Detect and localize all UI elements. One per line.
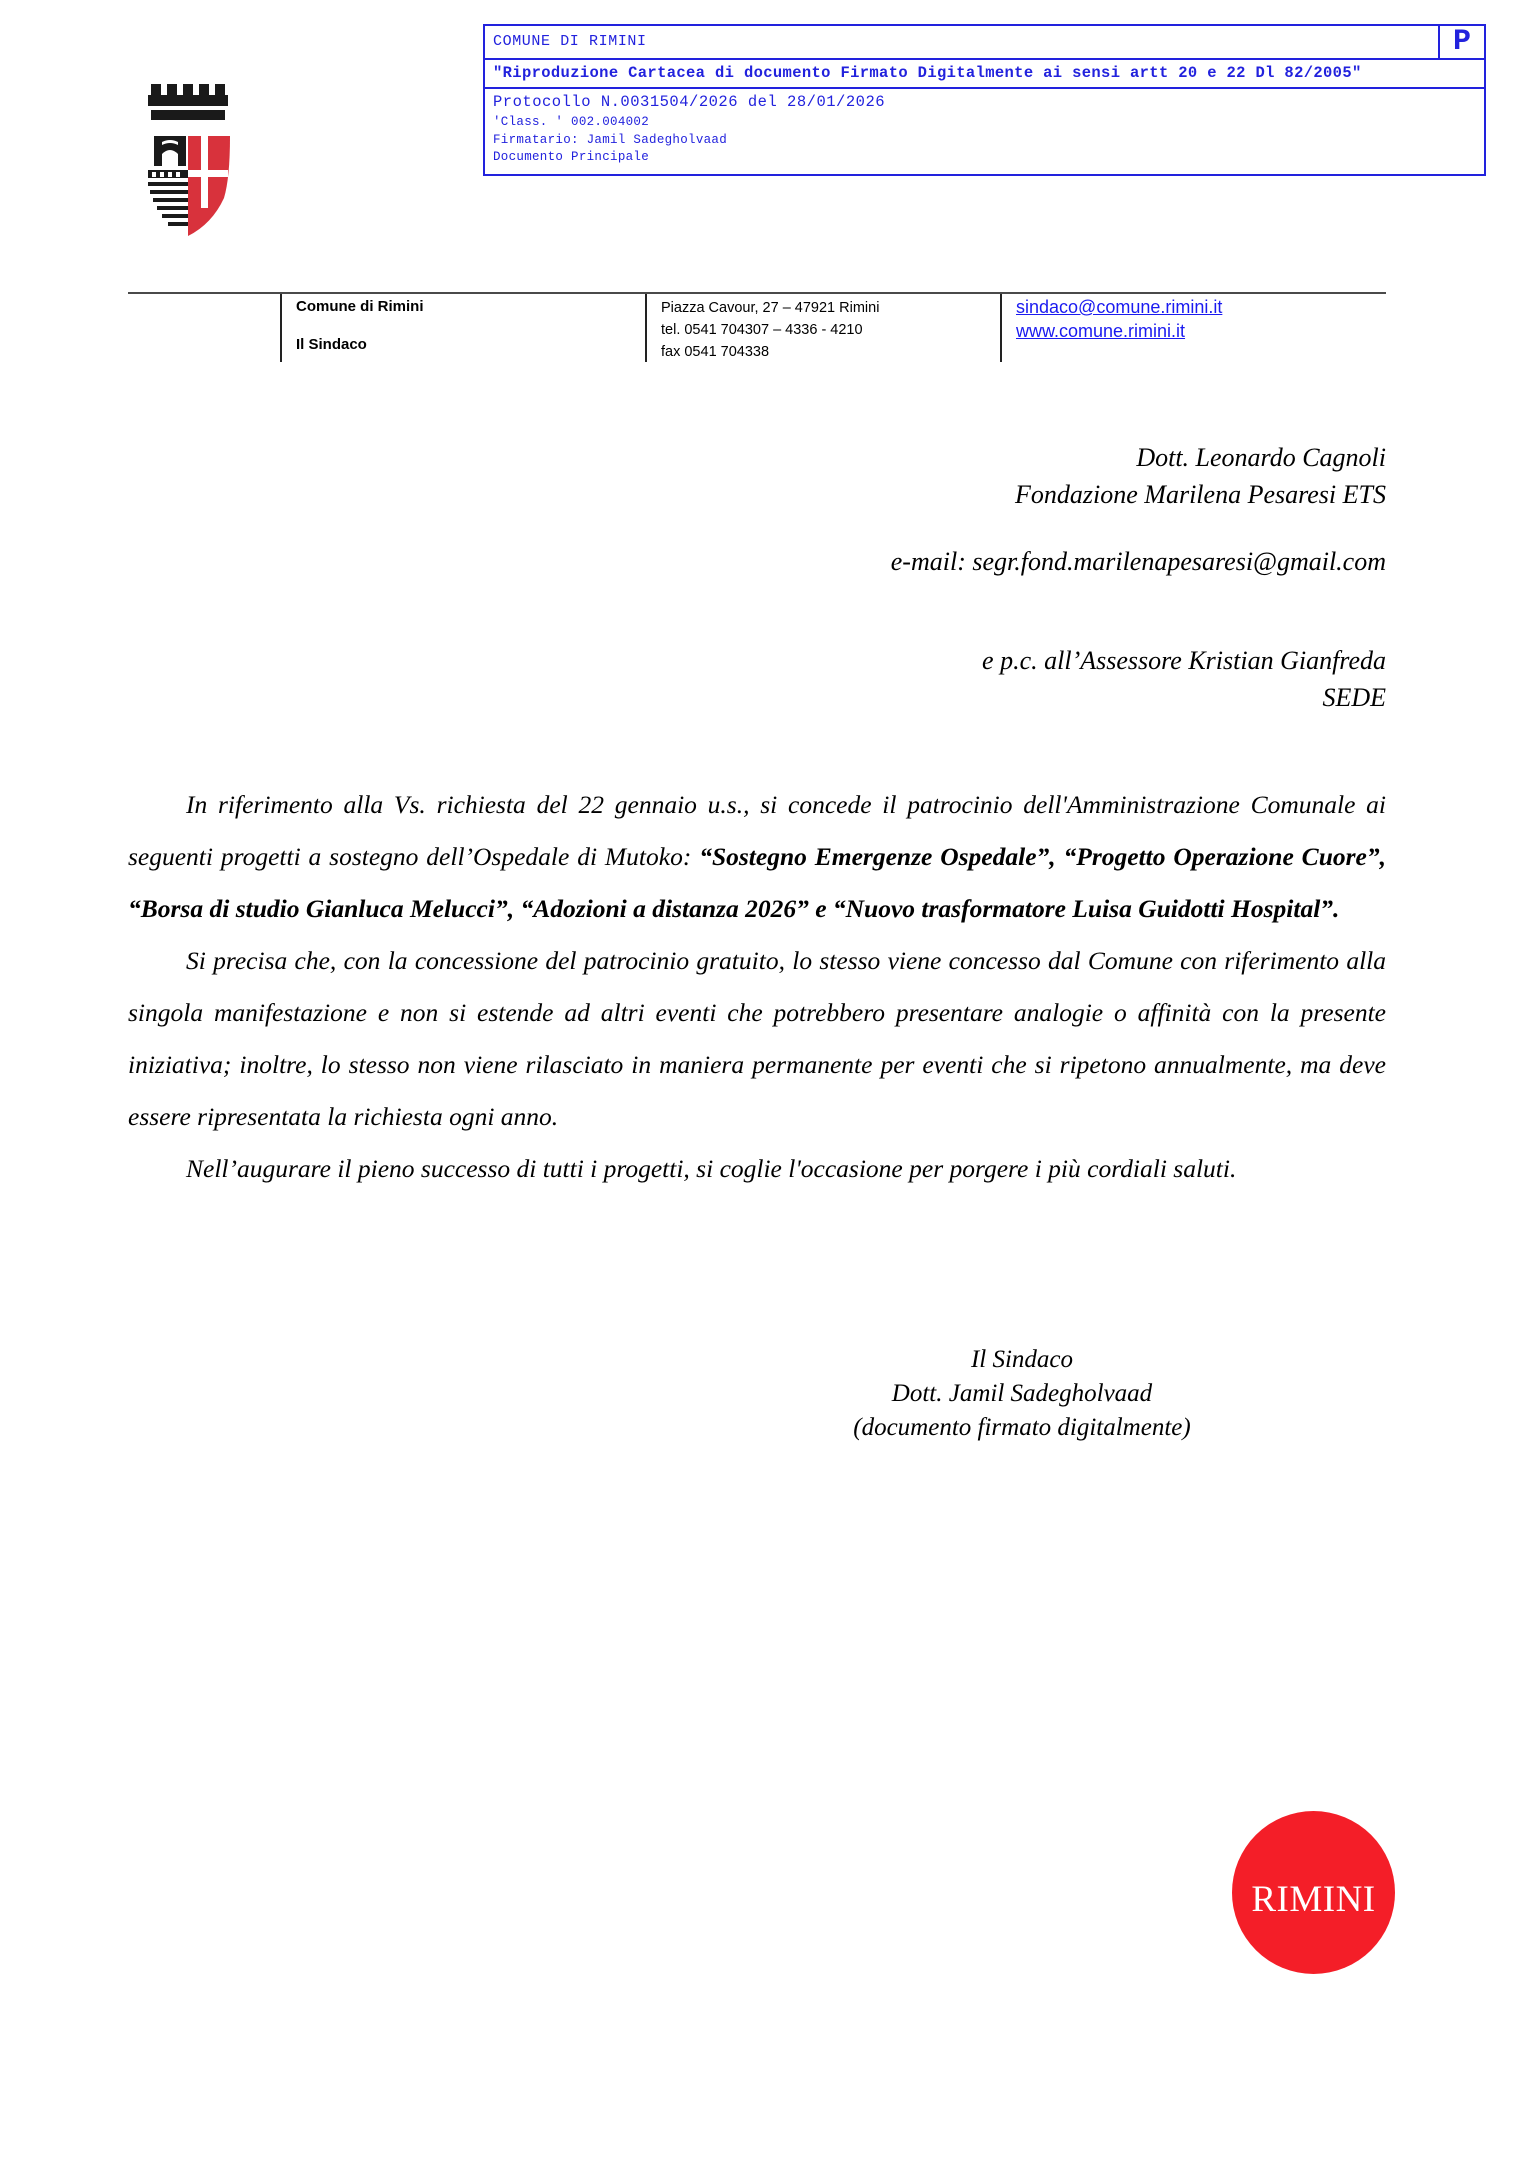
signature-role: Il Sindaco xyxy=(970,1345,1074,1373)
coat-of-arms-logo xyxy=(138,78,248,238)
letter-content xyxy=(128,440,1386,1445)
protocol-stamp-top-row xyxy=(485,26,1484,60)
letterhead-left-spacer xyxy=(128,294,280,362)
letterhead-address-column xyxy=(645,294,1000,362)
protocol-class-line: 'Class. ' 002.004002 xyxy=(493,114,650,129)
addressee-spacer xyxy=(128,514,1386,544)
signature-note: (documento firmato digitalmente) xyxy=(853,1413,1191,1441)
letterhead-address-line-3: fax 0541 704338 xyxy=(661,343,770,360)
protocol-number-line: Protocollo N.0031504/2026 del 28/01/2026 xyxy=(493,93,886,112)
protocol-details xyxy=(485,89,1484,174)
email-link[interactable]: sindaco@comune.rimini.it xyxy=(1016,297,1223,317)
coat-of-arms-icon xyxy=(138,78,248,238)
letterhead-office-name: Comune di Rimini xyxy=(296,298,424,315)
protocol-organization: COMUNE DI RIMINI xyxy=(493,33,647,50)
addressee-organization: Fondazione Marilena Pesaresi ETS xyxy=(1015,479,1386,509)
letterhead-address-line-2: tel. 0541 704307 – 4336 - 4210 xyxy=(661,321,863,338)
letterhead-address-line-1: Piazza Cavour, 27 – 47921 Rimini xyxy=(661,300,880,316)
protocol-reproduction-notice: "Riproduzione Cartacea di documento Firmato Digitalmente ai sensi artt 20 e 22 Dl 82/2005" xyxy=(485,60,1484,89)
signature-name: Dott. Jamil Sadegholvaad xyxy=(891,1379,1153,1407)
letterhead xyxy=(128,294,1386,362)
body-paragraph-2: Si precisa che, con la concessione del patrocinio gratuito, lo stesso viene concesso dal Comune con riferimento alla singola manifestazione e non si estende ad altri eventi che potrebbero presentare analogie o affinità con la presente iniziativa; inoltre, lo stesso non viene rilasciato in maniera permanente per eventi che si ripetono annualmente, ma deve essere ripresentata la richiesta ogni anno. xyxy=(128,945,1386,1131)
cc-spacer xyxy=(128,581,1386,643)
body-paragraph-3: Nell’augurare il pieno successo di tutti i progetti, si coglie l'occasione per porgere i più cordiali saluti. xyxy=(186,1153,1237,1183)
website-link[interactable]: www.comune.rimini.it xyxy=(1016,320,1186,341)
body-top-spacer xyxy=(128,717,1386,779)
cc-recipient: e p.c. all’Assessore Kristian Gianfreda xyxy=(982,645,1386,675)
body-paragraph-1-intro: In riferimento alla Vs. richiesta del 22 gennaio u.s., si concede il patrocinio dell'Amministrazione Comunale ai seguenti progetti a sostegno dell’Ospedale di Mutoko: xyxy=(128,789,1386,871)
protocol-stamp-box xyxy=(483,24,1486,176)
protocol-signer-line: Firmatario: Jamil Sadegholvaad xyxy=(493,132,728,147)
addressee-block xyxy=(128,440,1386,717)
rimini-logo xyxy=(1232,1811,1395,1974)
rimini-logo-text: RIMINI xyxy=(1251,1879,1376,1920)
body-paragraph-1 xyxy=(128,779,1386,935)
letterhead-office-role: Il Sindaco xyxy=(296,336,367,353)
letterhead-web-column xyxy=(1000,294,1386,362)
protocol-p-marker: P xyxy=(1438,26,1484,58)
cc-location: SEDE xyxy=(1322,682,1386,712)
protocol-document-type-line: Documento Principale xyxy=(493,150,650,165)
signature-block xyxy=(128,1343,1386,1445)
addressee-name: Dott. Leonardo Cagnoli xyxy=(1136,443,1386,472)
letterhead-office-column xyxy=(280,294,645,362)
body-paragraph-1-projects: “Sostegno Emergenze Ospedale”, “Progetto Operazione Cuore”, “Borsa di studio Gianluca Melucci”, “Adozioni a distanza 2026” e “Nuovo trasformatore Luisa Guidotti Hospital”. xyxy=(128,841,1386,923)
addressee-email: e-mail: segr.fond.marilenapesaresi@gmail.com xyxy=(890,546,1386,576)
